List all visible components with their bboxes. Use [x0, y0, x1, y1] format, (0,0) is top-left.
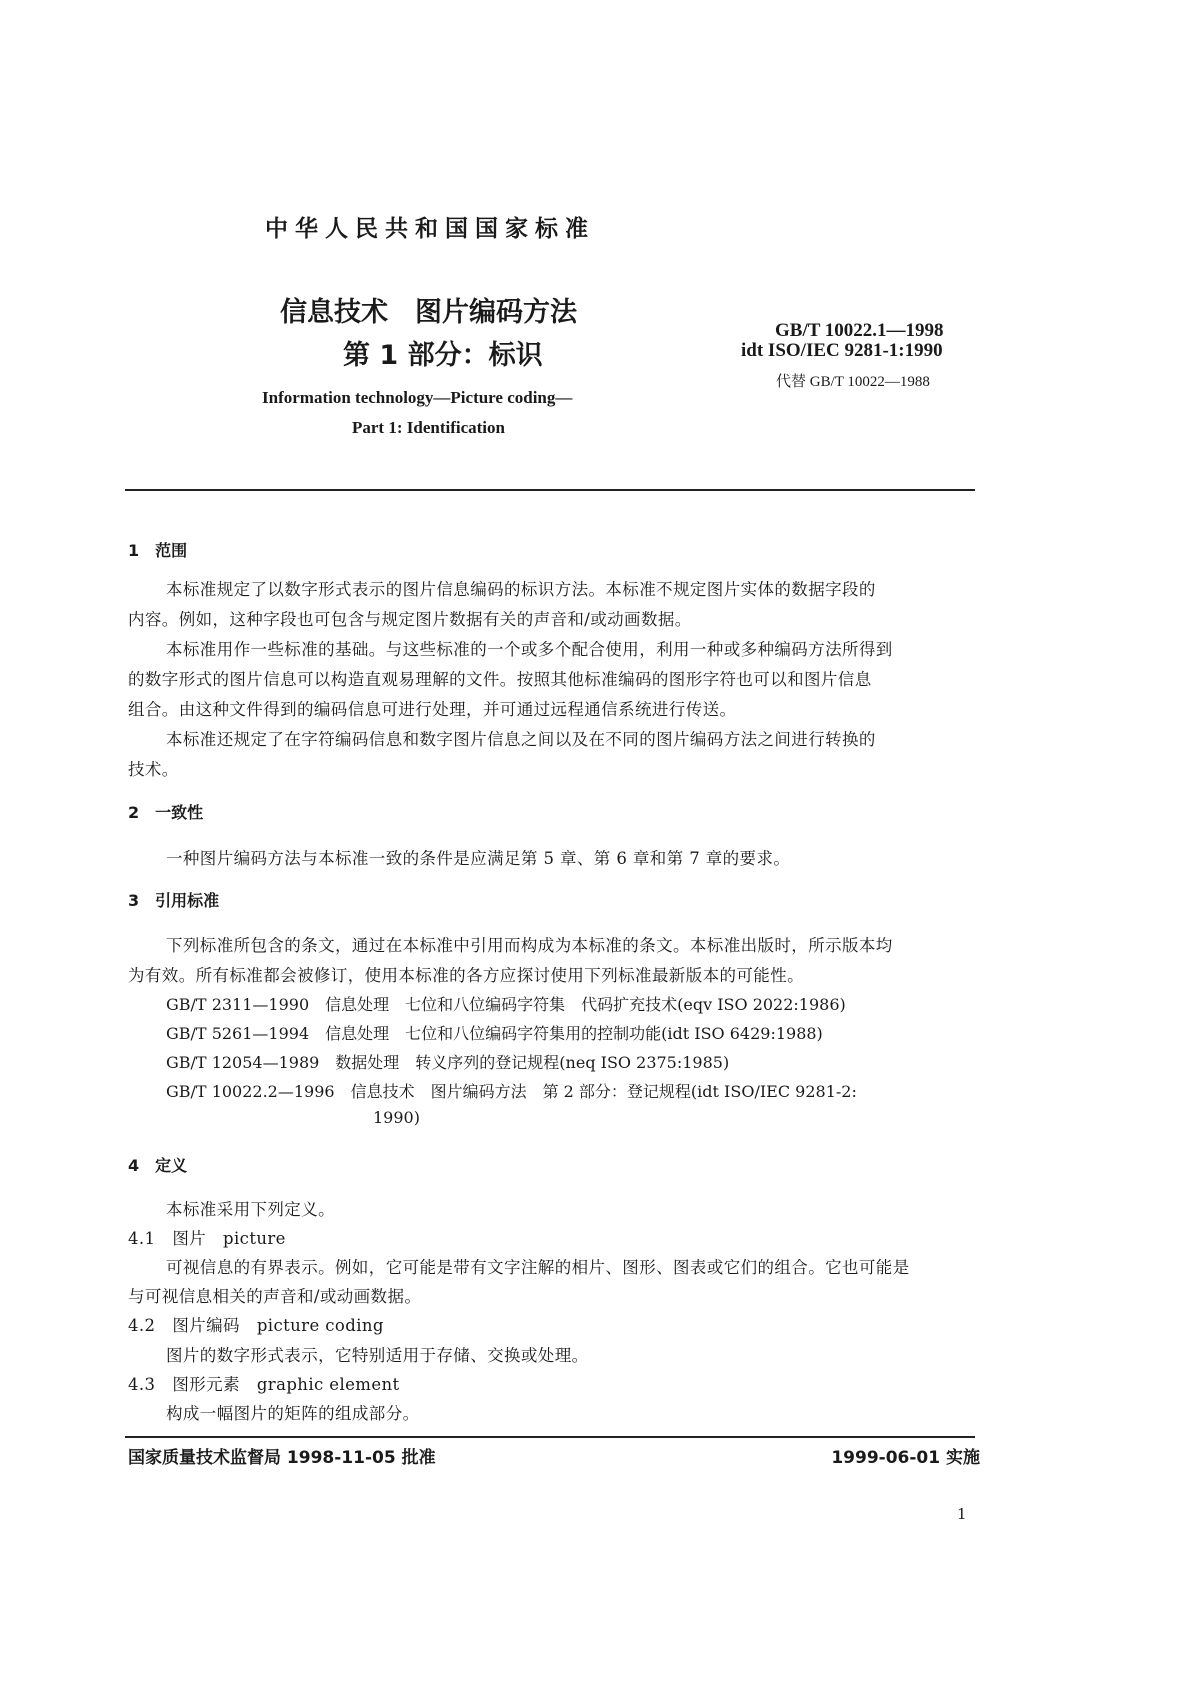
footer-divider [125, 1436, 975, 1438]
standard-code: GB/T 10022.1—1998 [775, 320, 944, 341]
paragraph-line: 构成一幅图片的矩阵的组成部分。 [166, 1404, 420, 1423]
effective-date: 1999-06-01 实施 [831, 1448, 980, 1468]
paragraph-line: 为有效。所有标准都会被修订，使用本标准的各方应探讨使用下列标准最新版本的可能性。 [128, 966, 804, 985]
section-3-heading: 3 引用标准 [128, 891, 220, 910]
page-number: 1 [957, 1505, 967, 1523]
english-title-line1: Information technology—Picture coding— [262, 388, 573, 407]
title-line2: 第 1 部分：标识 [343, 340, 543, 371]
english-title-line2: Part 1: Identification [352, 418, 505, 437]
section-4-heading: 4 定义 [128, 1156, 188, 1175]
national-standard-label: 中华人民共和国国家标准 [265, 216, 595, 242]
section-1-heading: 1 范围 [128, 541, 188, 560]
definition-term: 4.3 图形元素 graphic element [128, 1375, 400, 1394]
reference-item: GB/T 2311—1990 信息处理 七位和八位编码字符集 代码扩充技术(eqv ISO 2022:1986) [166, 995, 846, 1014]
header-divider [125, 489, 975, 491]
paragraph-line: 本标准还规定了在字符编码信息和数字图片信息之间以及在不同的图片编码方法之间进行转换的 [166, 730, 876, 749]
paragraph-line: 本标准采用下列定义。 [166, 1200, 335, 1219]
paragraph-line: 可视信息的有界表示。例如，它可能是带有文字注解的相片、图形、图表或它们的组合。它也可能是 [166, 1258, 910, 1277]
reference-item: GB/T 10022.2—1996 信息技术 图片编码方法 第 2 部分：登记规程(idt ISO/IEC 9281-2: [166, 1082, 857, 1101]
approval-date: 国家质量技术监督局 1998-11-05 批准 [128, 1448, 436, 1468]
paragraph-line: 组合。由这种文件得到的编码信息可进行处理，并可通过远程通信系统进行传送。 [128, 700, 737, 719]
title-line1: 信息技术 图片编码方法 [280, 297, 577, 328]
paragraph-line: 图片的数字形式表示，它特别适用于存储、交换或处理。 [166, 1346, 589, 1365]
paragraph-line: 技术。 [128, 760, 179, 779]
replaces-code: 代替 GB/T 10022—1988 [776, 374, 930, 390]
paragraph-line: 本标准用作一些标准的基础。与这些标准的一个或多个配合使用，利用一种或多种编码方法所得到 [166, 640, 893, 659]
paragraph-line: 下列标准所包含的条文，通过在本标准中引用而构成为本标准的条文。本标准出版时，所示版本均 [166, 936, 893, 955]
paragraph-line: 一种图片编码方法与本标准一致的条件是应满足第 5 章、第 6 章和第 7 章的要求。 [166, 849, 791, 868]
definition-term: 4.1 图片 picture [128, 1229, 286, 1248]
paragraph-line: 与可视信息相关的声音和/或动画数据。 [128, 1287, 422, 1306]
reference-item: 1990) [373, 1108, 420, 1127]
definition-term: 4.2 图片编码 picture coding [128, 1316, 384, 1335]
paragraph-line: 内容。例如，这种字段也可包含与规定图片数据有关的声音和/或动画数据。 [128, 610, 692, 629]
idt-code: idt ISO/IEC 9281-1:1990 [741, 340, 943, 361]
section-2-heading: 2 一致性 [128, 803, 204, 822]
reference-item: GB/T 12054—1989 数据处理 转义序列的登记规程(neq ISO 2375:1985) [166, 1053, 730, 1072]
paragraph-line: 本标准规定了以数字形式表示的图片信息编码的标识方法。本标准不规定图片实体的数据字段的 [166, 580, 876, 599]
paragraph-line: 的数字形式的图片信息可以构造直观易理解的文件。按照其他标准编码的图形字符也可以和图片信息 [128, 670, 872, 689]
reference-item: GB/T 5261—1994 信息处理 七位和八位编码字符集用的控制功能(idt ISO 6429:1988) [166, 1024, 823, 1043]
